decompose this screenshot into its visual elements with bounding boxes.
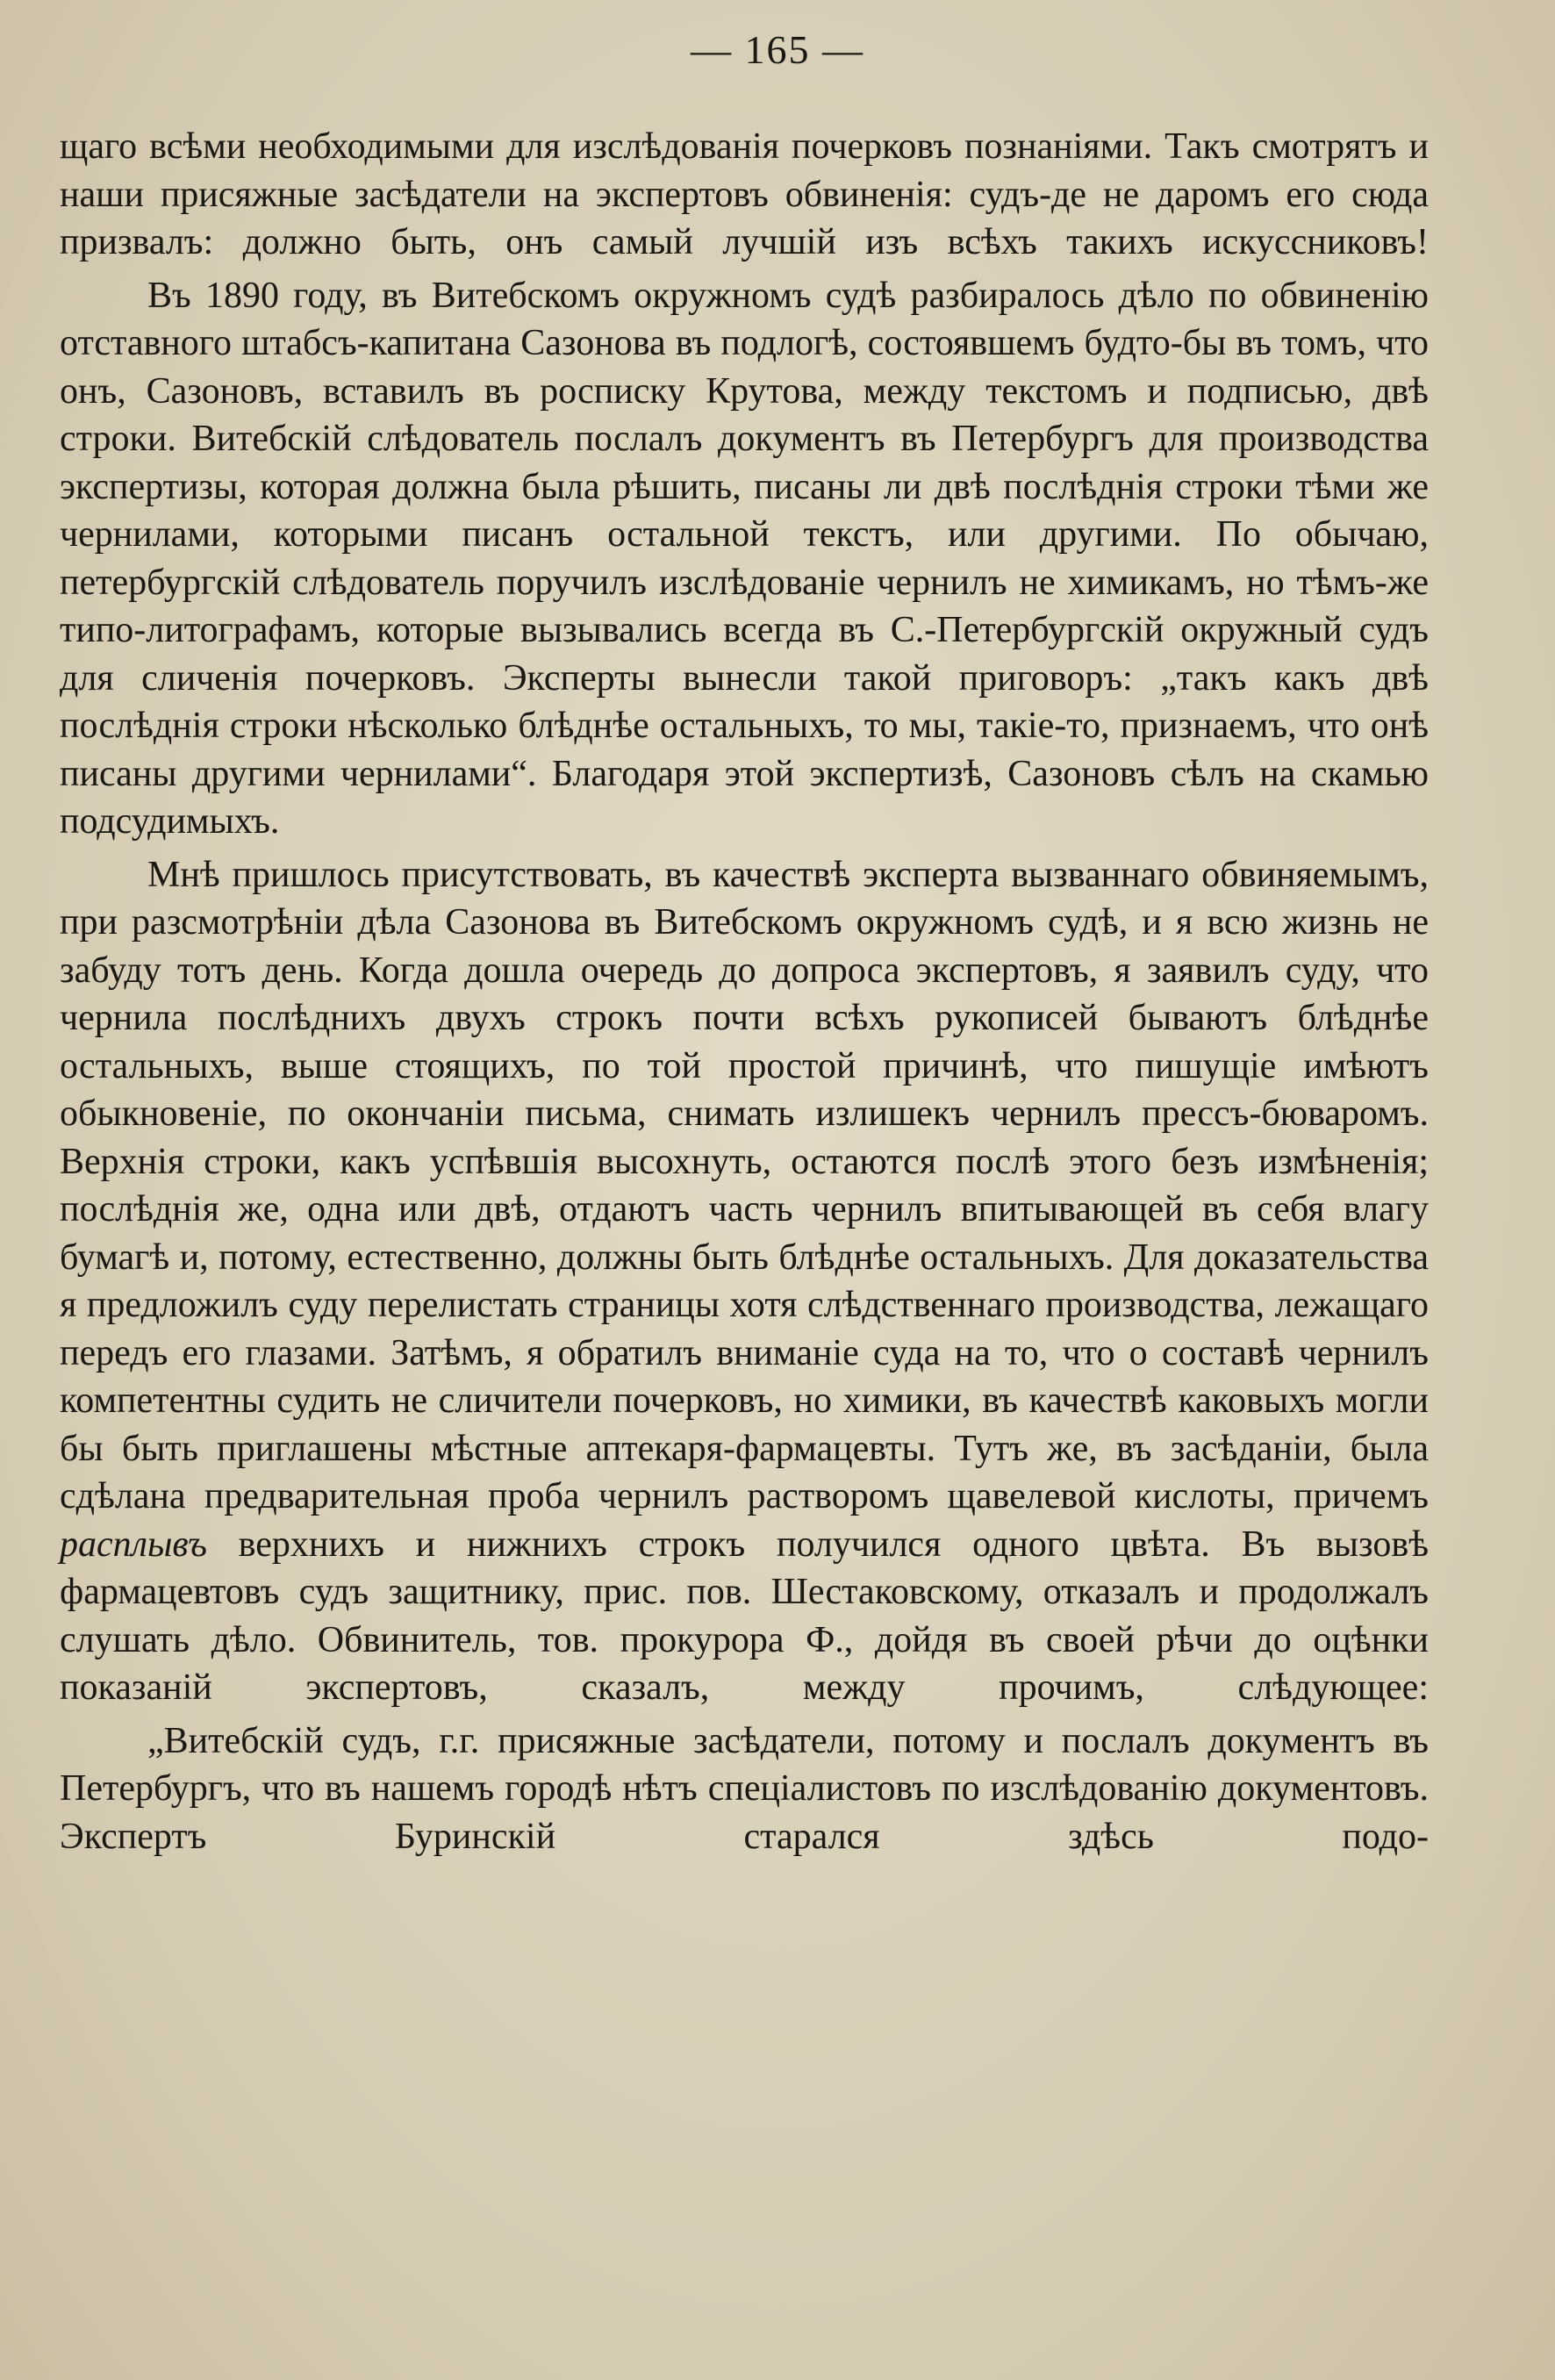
paragraph-1: щаго всѣми необходимыми для изслѣдованія почерковъ познаніями. Такъ смотрятъ и наши присяжные засѣдатели на экспертовъ обвиненія: судъ-де не даромъ его сюда призвалъ: должно быть, онъ самый лучшій изъ всѣхъ такихъ искуссниковъ! (60, 126, 1429, 262)
paragraph-3-part-1: Мнѣ пришлось присутствовать, въ качествѣ эксперта вызваннаго обвиняемымъ, при разсмотрѣніи дѣла Сазонова въ Витебскомъ окружномъ судѣ, и я всю жизнь не забуду тотъ день. Когда дошла очередь до допроса экспертовъ, я заявилъ суду, что чернила послѣднихъ двухъ строкъ почти всѣхъ рукописей бываютъ блѣднѣе остальныхъ, выше стоящихъ, по той простой причинѣ, что пишущіе имѣютъ обыкновеніе, по окончаніи письма, снимать излишекъ чернилъ прессъ-бюваромъ. Верхнія строки, какъ успѣвшія высохнуть, остаются послѣ этого безъ измѣненія; послѣднія же, одна или двѣ, отдаютъ часть чернилъ впитывающей въ себя влагу бумагѣ и, потому, естественно, должны быть блѣднѣе остальныхъ. Для доказательства я предложилъ суду перелистать страницы хотя слѣдственнаго производства, лежащаго передъ его глазами. Затѣмъ, я обратилъ вниманіе суда на то, что о составѣ чернилъ компетентны судить не сличители почерковъ, но химики, въ качествѣ каковыхъ могли бы быть приглашены мѣстные аптекаря-фармацевты. Тутъ же, въ засѣданіи, была сдѣлана предварительная проба чернилъ растворомъ щавелевой кислоты, причемъ (60, 854, 1429, 1516)
page-number: — 165 — (691, 27, 864, 72)
body-text (60, 123, 1429, 1860)
paragraph-3 (60, 851, 1429, 1712)
paragraph-4-quote: „Витебскій судъ, г.г. присяжные засѣдатели, потому и послалъ документъ въ Петербургъ, что въ нашемъ городѣ нѣтъ спеціалистовъ по изслѣдованію документовъ. Экспертъ Буринскій старался здѣсь подо- (60, 1720, 1429, 1857)
paragraph-2: Въ 1890 году, въ Витебскомъ окружномъ судѣ разбиралось дѣло по обвиненію отставного штабсъ-капитана Сазонова въ подлогѣ, состоявшемъ будто-бы въ томъ, что онъ, Сазоновъ, вставилъ въ росписку Крутова, между текстомъ и подписью, двѣ строки. Витебскій слѣдователь послалъ документъ въ Петербургъ для производства экспертизы, которая должна была рѣшить, писаны ли двѣ послѣднія строки тѣми же чернилами, которыми писанъ остальной текстъ, или другими. По обычаю, петербургскій слѣдователь поручилъ изслѣдованіе чернилъ не химикамъ, но тѣмъ-же типо-литографамъ, которые вызывались всегда въ С.-Петербургскій окружный судъ для сличенія почерковъ. Эксперты вынесли такой приговоръ: „такъ какъ двѣ послѣднія строки нѣсколько блѣднѣе остальныхъ, то мы, такіе-то, признаемъ, что онѣ писаны другими чернилами“. Благодаря этой экспертизѣ, Сазоновъ сѣлъ на скамью подсудимыхъ. (60, 275, 1429, 842)
paragraph-3-part-2: верхнихъ и нижнихъ строкъ получился одного цвѣта. Въ вызовѣ фармацевтовъ судъ защитнику, прис. пов. Шестаковскому, отказалъ и продолжалъ слушать дѣло. Обвинитель, тов. прокурора Ф., дойдя въ своей рѣчи до оцѣнки показаній экспертовъ, сказалъ, между прочимъ, слѣдующее: (60, 1523, 1429, 1708)
emphasis-word: расплывъ (60, 1523, 207, 1565)
